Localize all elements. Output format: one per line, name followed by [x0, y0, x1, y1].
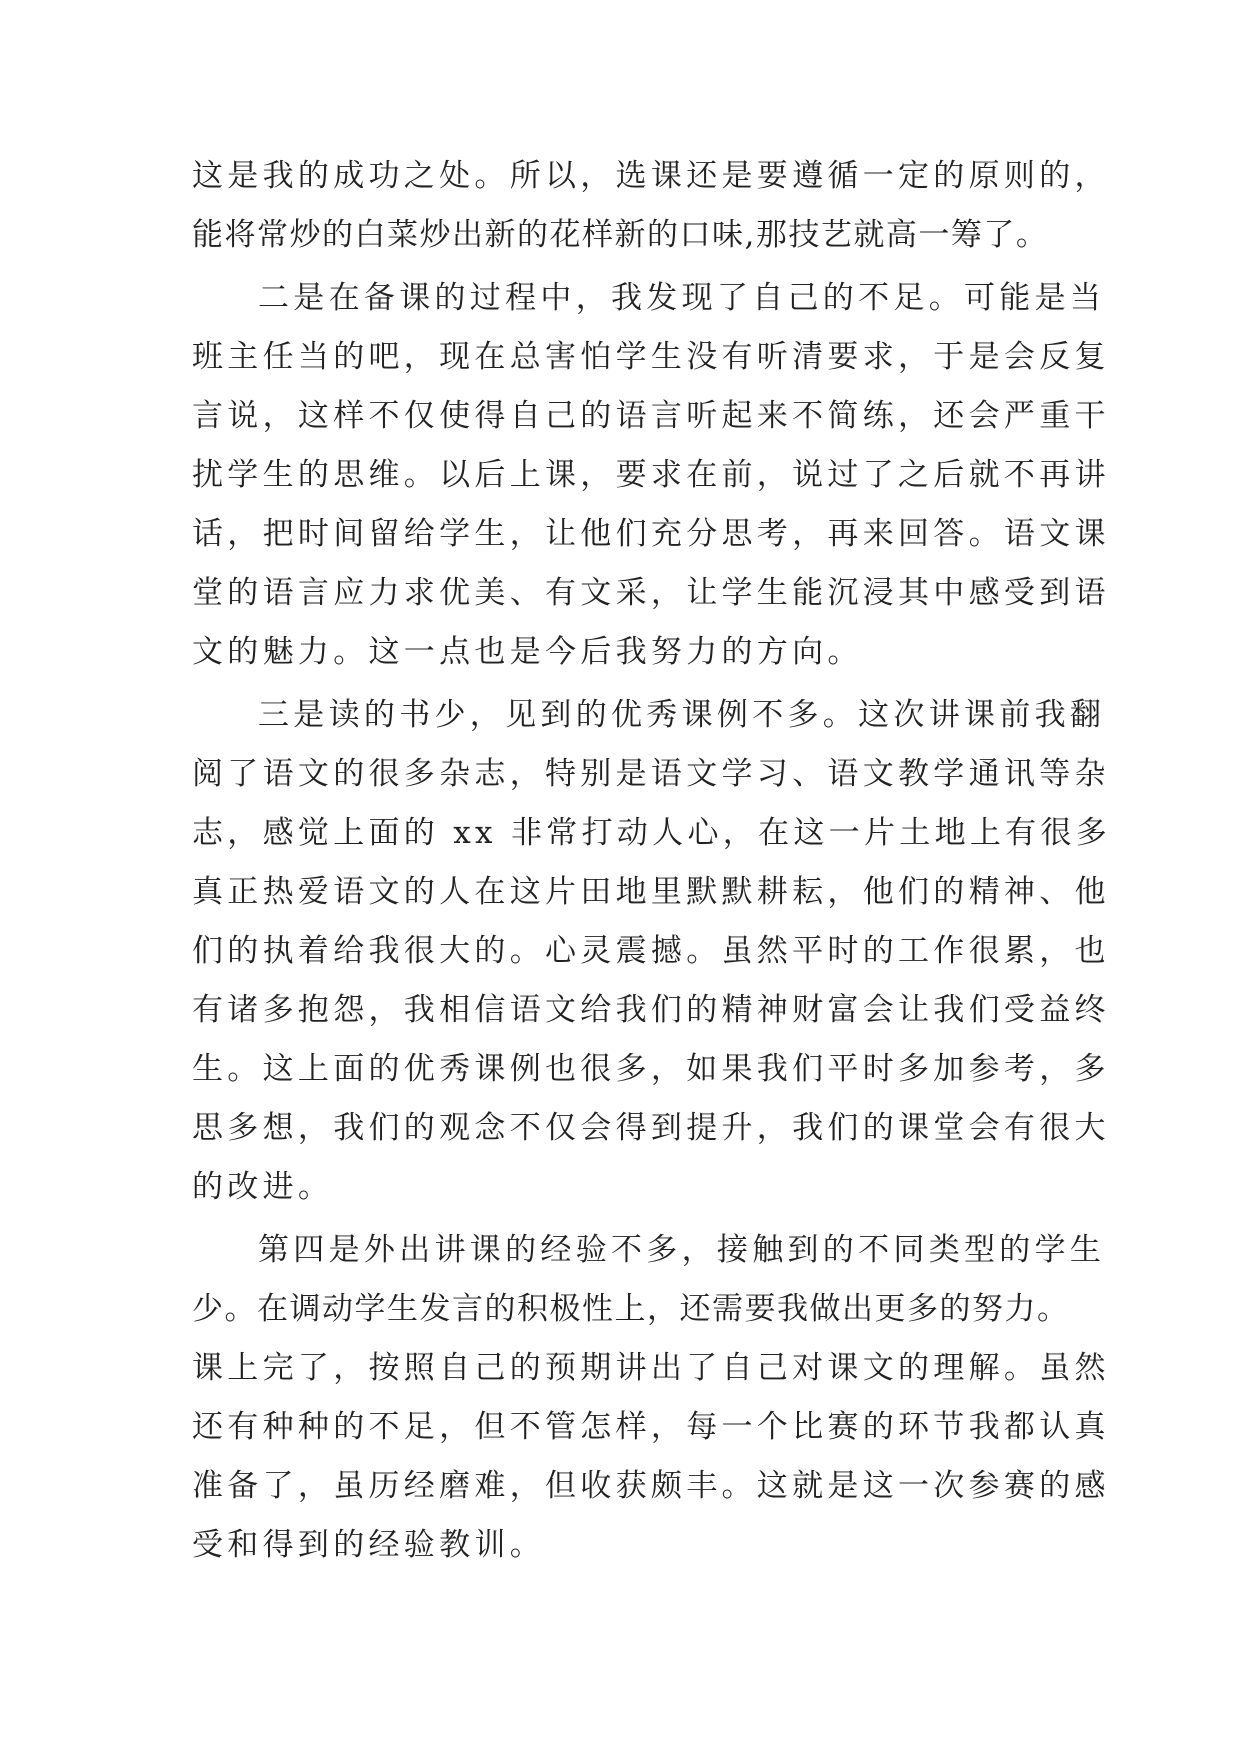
text-line: 真正热爱语文的人在这片田地里默默耕耘，他们的精神、他: [192, 874, 1110, 910]
text-line: 能将常炒的白菜炒出新的花样新的口味,那技艺就高一筹了。: [192, 217, 1049, 253]
text-line: 扰学生的思维。以后上课，要求在前，说过了之后就不再讲: [192, 457, 1110, 493]
text-line: 的改进。: [192, 1169, 334, 1205]
text-line: 言说，这样不仅使得自己的语言听起来不简练，还会严重干: [192, 398, 1110, 434]
body-text: [192, 147, 1112, 1575]
paragraph-first-line: 第四是外出讲课的经验不多，接触到的不同类型的学生: [258, 1232, 1106, 1268]
paragraph-first-line: 三是读的书少，见到的优秀课例不多。这次讲课前我翻: [258, 697, 1106, 733]
text-line: 志，感觉上面的 xx 非常打动人心，在这一片土地上有很多: [192, 815, 1112, 851]
text-line: 话，把时间留给学生，让他们充分思考，再来回答。语文课: [192, 516, 1110, 552]
text-line: 还有种种的不足，但不管怎样，每一个比赛的环节我都认真: [192, 1409, 1110, 1445]
text-line: 这是我的成功之处。所以，选课还是要遵循一定的原则的，: [192, 158, 1110, 194]
text-line: 课上完了，按照自己的预期讲出了自己对课文的理解。虽然: [192, 1350, 1110, 1386]
text-line: 堂的语言应力求优美、有文采，让学生能沉浸其中感受到语: [192, 575, 1110, 611]
paragraph-first-line: 二是在备课的过程中，我发现了自己的不足。可能是当: [258, 280, 1106, 316]
text-line: 少。在调动学生发言的积极性上，还需要我做出更多的努力。: [192, 1291, 1070, 1327]
text-line: 受和得到的经验教训。: [192, 1527, 545, 1563]
text-line: 们的执着给我很大的。心灵震撼。虽然平时的工作很累，也: [192, 933, 1110, 969]
text-line: 班主任当的吧，现在总害怕学生没有听清要求，于是会反复: [192, 339, 1110, 375]
text-line: 准备了，虽历经磨难，但收获颇丰。这就是这一次参赛的感: [192, 1468, 1110, 1504]
text-line: 生。这上面的优秀课例也很多，如果我们平时多加参考，多: [192, 1051, 1110, 1087]
text-line: 思多想，我们的观念不仅会得到提升，我们的课堂会有很大: [192, 1110, 1110, 1146]
text-line: 有诸多抱怨，我相信语文给我们的精神财富会让我们受益终: [192, 992, 1110, 1028]
text-line: 阅了语文的很多杂志，特别是语文学习、语文教学通讯等杂: [192, 756, 1110, 792]
text-line: 文的魅力。这一点也是今后我努力的方向。: [192, 634, 863, 670]
